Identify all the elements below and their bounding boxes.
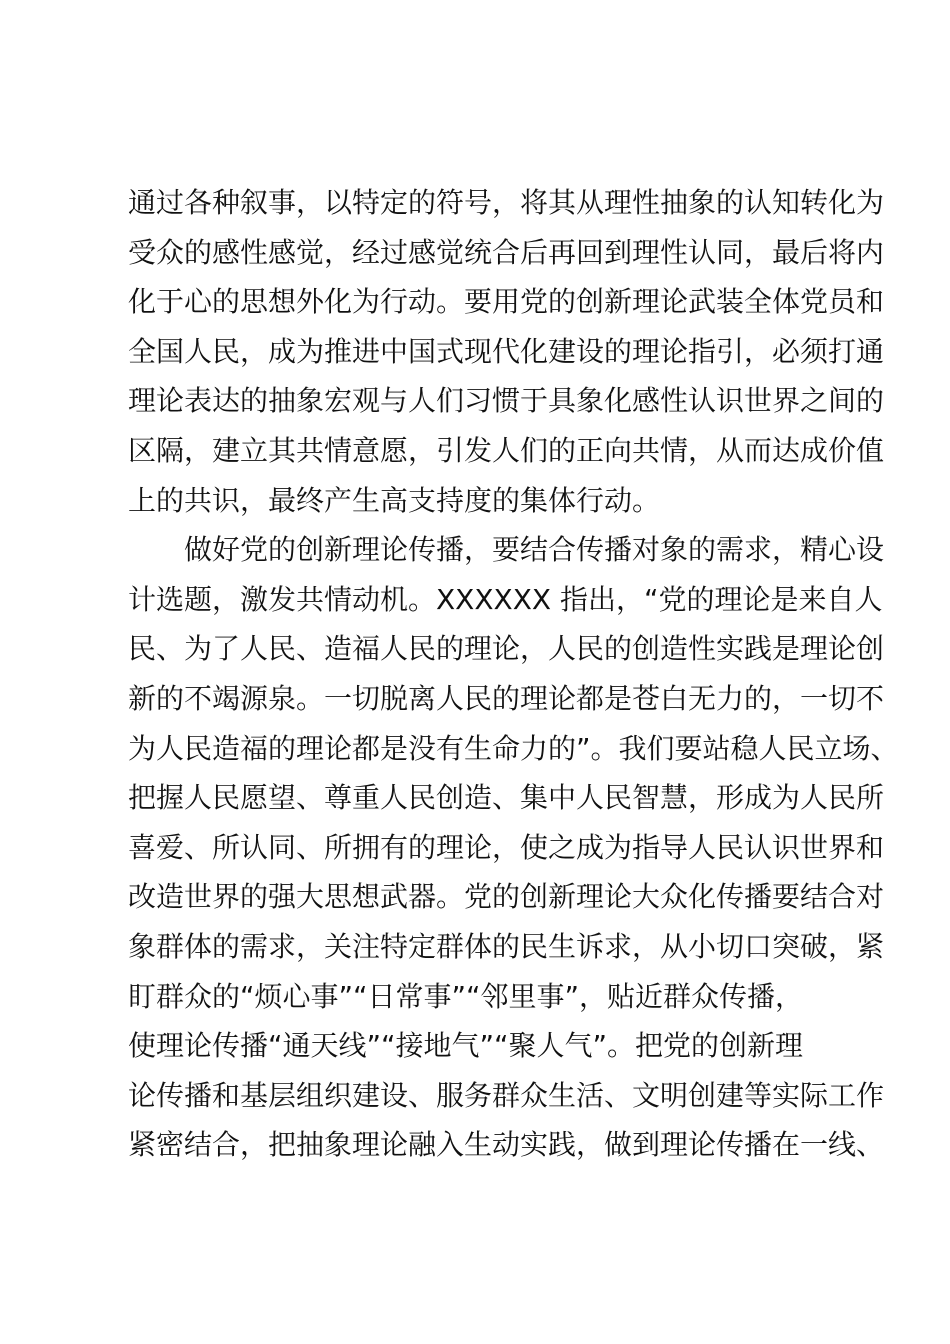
text-line: 盯群众的“烦心事”“日常事”“邻里事”，贴近群众传播， <box>128 979 804 1013</box>
text-line: 紧密结合，把抽象理论融入生动实践，做到理论传播在一线、 <box>128 1128 885 1162</box>
paragraph-1 <box>128 178 885 525</box>
text-line: 上的共识，最终产生高支持度的集体行动。 <box>128 483 661 517</box>
text-line: 改造世界的强大思想武器。党的创新理论大众化传播要结合对 <box>128 880 885 914</box>
body-text <box>128 178 899 1219</box>
text-line: 象群体的需求，关注特定群体的民生诉求，从小切口突破，紧 <box>128 929 885 963</box>
text-line: 使理论传播“通天线”“接地气”“聚人气”。把党的创新理 <box>128 1029 804 1063</box>
text-line: 受众的感性感觉，经过感觉统合后再回到理性认同，最后将内 <box>128 235 885 269</box>
text-line: 民、为了人民、造福人民的理论，人民的创造性实践是理论创 <box>128 632 885 666</box>
paragraph-2 <box>128 525 899 1219</box>
text-line: 全国人民，成为推进中国式现代化建设的理论指引，必须打通 <box>128 334 885 368</box>
text-line: 把握人民愿望、尊重人民创造、集中人民智慧，形成为人民所 <box>128 781 885 815</box>
text-line: 理论表达的抽象宏观与人们习惯于具象化感性认识世界之间的 <box>128 384 885 418</box>
text-line: 论传播和基层组织建设、服务群众生活、文明创建等实际工作 <box>128 1078 885 1112</box>
text-line: 通过各种叙事，以特定的符号，将其从理性抽象的认知转化为 <box>128 186 885 219</box>
text-line <box>128 1170 850 1220</box>
text-line: 化于心的思想外化为行动。要用党的创新理论武装全体党员和 <box>128 285 885 319</box>
text-line: 区隔，建立其共情意愿，引发人们的正向共情，从而达成价值 <box>128 433 885 467</box>
text-line: 为人民造福的理论都是没有生命力的”。我们要站稳人民立场、 <box>128 731 899 765</box>
text-line: 计选题，激发共情动机。XXXXXX 指出，“党的理论是来自人 <box>128 582 883 616</box>
text-line: 喜爱、所认同、所拥有的理论，使之成为指导人民认识世界和 <box>128 830 885 864</box>
text-line: 做好党的创新理论传播，要结合传播对象的需求，精心设 <box>184 533 885 567</box>
text-line: 新的不竭源泉。一切脱离人民的理论都是苍白无力的，一切不 <box>128 681 885 715</box>
